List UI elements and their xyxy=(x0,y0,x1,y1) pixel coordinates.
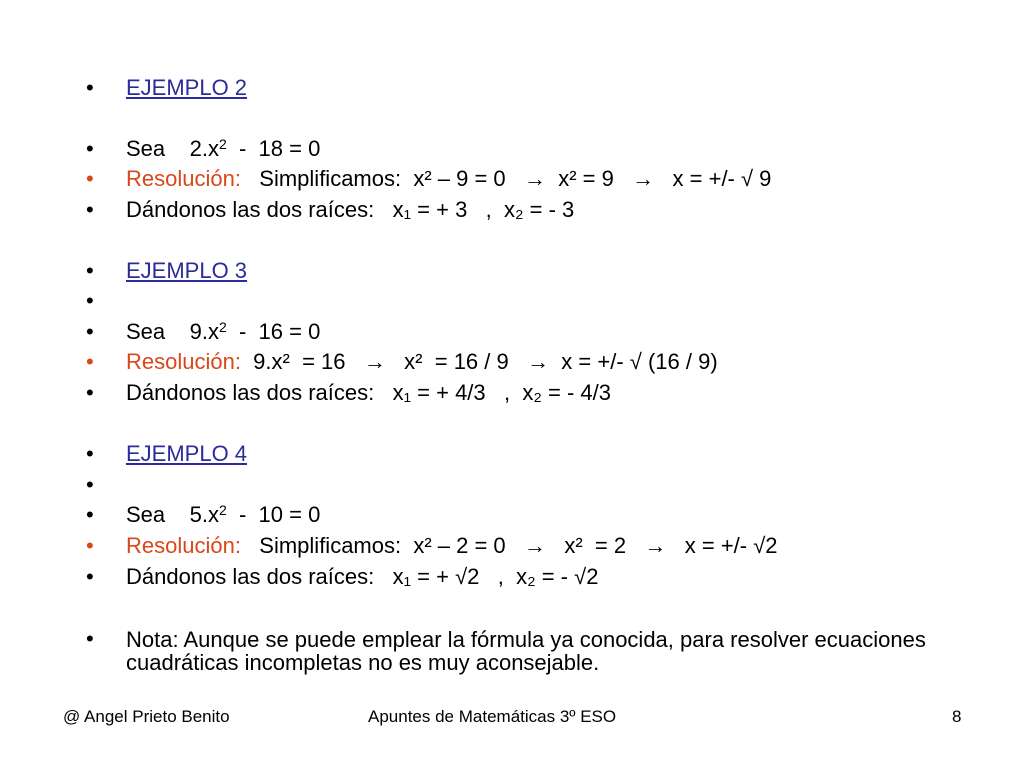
resolution-text: 9.x² = 16 → x² = 16 / 9 → x = +/- √ (16 / 9) xyxy=(240,349,718,374)
example-2-title: EJEMPLO 2 xyxy=(126,75,248,100)
footer-author: @ Angel Prieto Benito xyxy=(63,707,230,726)
bullet: • xyxy=(86,258,94,283)
bullet: • xyxy=(86,288,94,313)
coefficient: 9.x xyxy=(189,319,219,344)
resolution-label: Resolución: xyxy=(126,533,241,558)
footer-course: Apuntes de Matemáticas 3º ESO xyxy=(368,707,617,726)
root-x2: x₂ = - 4/3 xyxy=(522,380,611,405)
example-4-resolution xyxy=(126,533,778,559)
bullet: • xyxy=(86,349,94,374)
roots-label: Dándonos las dos raíces: xyxy=(126,197,375,222)
root-x1: x₁ = + 3 xyxy=(392,197,468,222)
root-x1: x₁ = + √2 xyxy=(392,564,480,589)
bullet: • xyxy=(86,166,94,191)
resolution-label: Resolución: xyxy=(126,349,241,374)
bullet: • xyxy=(86,472,94,497)
equation-rest: - 16 = 0 xyxy=(226,319,321,344)
example-4-equation xyxy=(126,502,320,528)
root-x1: x₁ = + 4/3 xyxy=(392,380,486,405)
equation-rest: - 10 = 0 xyxy=(226,502,321,527)
example-3-title: EJEMPLO 3 xyxy=(126,258,248,283)
resolution-text: Simplificamos: x² – 2 = 0 → x² = 2 → x = +/- √2 xyxy=(240,533,778,558)
footer-page-number: 8 xyxy=(952,707,962,726)
example-2-equation xyxy=(126,136,320,162)
root-x2: x₂ = - √2 xyxy=(516,564,599,589)
sea-label: Sea xyxy=(126,502,166,527)
bullet: • xyxy=(86,380,94,405)
example-3-resolution xyxy=(126,349,718,375)
sea-label: Sea xyxy=(126,136,166,161)
example-3-equation xyxy=(126,319,320,345)
bullet: • xyxy=(86,319,94,344)
resolution-label: Resolución: xyxy=(126,166,241,191)
example-2-resolution xyxy=(126,166,771,192)
example-2-roots: Dándonos las dos raíces: x₁ = + 3 , x₂ = - 3 xyxy=(126,197,575,222)
sea-label: Sea xyxy=(126,319,166,344)
bullet: • xyxy=(86,533,94,558)
coefficient: 5.x xyxy=(189,502,219,527)
example-4-title: EJEMPLO 4 xyxy=(126,441,248,466)
note-text: Nota: Aunque se puede emplear la fórmula ya conocida, para resolver ecuaciones cuadráticas incompletas no es muy aconsejable. xyxy=(126,627,926,675)
bullet: • xyxy=(86,197,94,222)
example-4-roots: Dándonos las dos raíces: x₁ = + √2 , x₂ = - √2 xyxy=(126,564,599,589)
bullet: • xyxy=(86,136,94,161)
example-3-roots: Dándonos las dos raíces: x₁ = + 4/3 , x₂ = - 4/3 xyxy=(126,380,611,405)
equation-rest: - 18 = 0 xyxy=(226,136,321,161)
resolution-text: Simplificamos: x² – 9 = 0 → x² = 9 → x = +/- √ 9 xyxy=(240,166,772,191)
roots-label: Dándonos las dos raíces: xyxy=(126,380,375,405)
exponent: 2 xyxy=(218,319,227,335)
bullet: • xyxy=(86,75,94,100)
roots-label: Dándonos las dos raíces: xyxy=(126,564,375,589)
bullet: • xyxy=(86,441,94,466)
coefficient: 2.x xyxy=(189,136,219,161)
root-x2: x₂ = - 3 xyxy=(504,197,575,222)
exponent: 2 xyxy=(218,136,227,152)
exponent: 2 xyxy=(218,502,227,518)
bullet: • xyxy=(86,564,94,589)
bullet: • xyxy=(86,502,94,527)
bullet: • xyxy=(86,626,94,651)
